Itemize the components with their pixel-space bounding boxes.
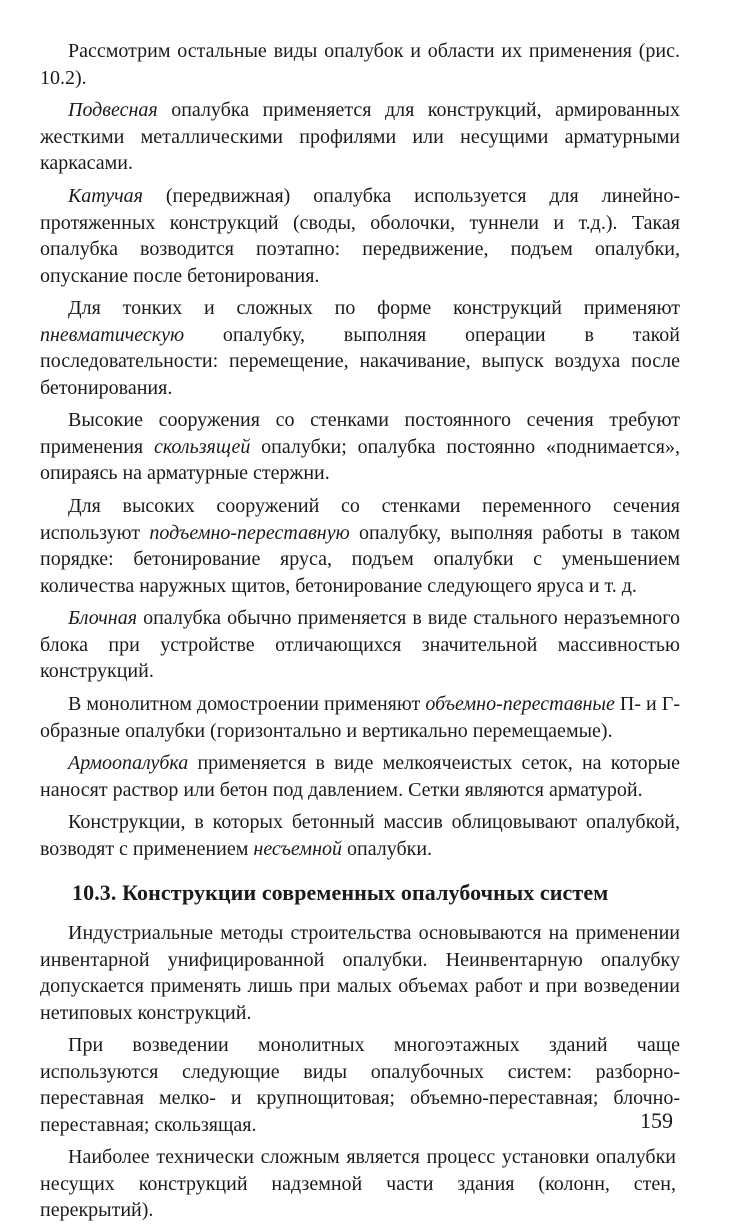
- paragraph-volumetric-formwork: [40, 691, 680, 744]
- term-italic: несъемной: [253, 837, 342, 860]
- text-segment: опалубку, выполняя операции в такой последовательности: перемещение, накачивание, выпуск воздуха после бетонирования.: [40, 323, 680, 399]
- term-italic: Блочная: [68, 607, 138, 629]
- paragraph-sliding-formwork: [40, 407, 680, 487]
- text-segment: опалубку, выполняя работы в таком порядке: бетонирование яруса, подъем опалубки с уменьшением количества наружных щитов, бетонирование следующего яруса и т. д.: [40, 521, 680, 597]
- term-italic: Подвесная: [68, 99, 158, 121]
- text-segment: опалубка применяется для конструкций, армированных жесткими металлическими профилями или несущими арматурными каркасами.: [40, 99, 680, 174]
- paragraph-pneumatic-formwork: [40, 295, 680, 401]
- text-segment: Для высоких сооружений со стенками переменного сечения используют: [40, 495, 680, 544]
- paragraph-formwork-systems: [40, 1032, 680, 1138]
- term-italic: объемно-переставные: [425, 693, 615, 715]
- term-italic: Армоопалубка: [68, 752, 189, 774]
- paragraph-permanent-formwork: [40, 809, 680, 862]
- text-segment: применяется в виде мелкоячеистых сеток, на которые наносят раствор или бетон под давлением. Сетки являются арматурой.: [40, 752, 680, 801]
- text-segment: П- и Г-образные опалубки (горизонтально и вертикально перемещаемые).: [40, 693, 681, 742]
- paragraph-suspended-formwork: [40, 97, 680, 177]
- term-italic: подъемно-переставную: [149, 521, 350, 544]
- paragraph-mesh-formwork: [40, 750, 680, 803]
- text-segment: опалубки.: [341, 837, 433, 860]
- term-italic: пневматическую: [40, 323, 185, 346]
- text-segment: (передвижная) опалубка используется для линейно-протяженных конструкций (своды, оболочки, туннели и т.д.). Такая опалубка возводится поэтапно: передвижение, подъем опалубки, опускание после бетонирования.: [40, 185, 680, 287]
- term-italic: скользящей: [153, 435, 251, 458]
- text-segment: опалубки; опалубка постоянно «поднимается», опираясь на арматурные стержни.: [40, 435, 681, 484]
- section-heading: 10.3. Конструкции современных опалубочных систем: [72, 880, 609, 905]
- paragraph-industrial-methods: [40, 920, 680, 1026]
- paragraph-rolling-formwork: [40, 183, 680, 289]
- text-segment: Индустриальные методы строительства основываются на применении инвентарной унифицированной опалубки. Неинвентарную опалубку допускается применять лишь при малых объемах работ и при возведении нетиповых конструкций.: [40, 922, 680, 1024]
- text-segment: опалубка обычно применяется в виде стального неразъемного блока при устройстве отличающихся значительной массивностью конструкций.: [40, 607, 680, 682]
- paragraph-intro: [40, 38, 680, 91]
- paragraph-block-formwork: [40, 605, 680, 685]
- paragraph-complex-process: [40, 1144, 676, 1224]
- text-segment: Конструкции, в которых бетонный массив облицовывают опалубкой, возводят с применением: [40, 811, 680, 860]
- text-segment: В монолитном домостроении применяют: [68, 693, 426, 715]
- text-segment: Рассмотрим остальные виды опалубок и области их применения (рис. 10.2).: [40, 40, 680, 89]
- text-segment: Для тонких и сложных по форме конструкций применяют: [68, 297, 680, 319]
- text-segment: Наиболее технически сложным является процесс установки опалубки несущих конструкций надземной части здания (колонн, стен, перекрытий).: [40, 1146, 676, 1221]
- text-segment: При возведении монолитных многоэтажных зданий чаще используются следующие виды опалубочных систем: разборно-переставная мелко- и крупнощитовая; объемно-переставная; блочно-переставная; скользящая.: [40, 1034, 680, 1136]
- page-number: 159: [640, 1108, 673, 1133]
- term-italic: Катучая: [68, 185, 143, 207]
- text-segment: Высокие сооружения со стенками постоянного сечения требуют применения: [40, 409, 680, 458]
- paragraph-lift-reset-formwork: [40, 493, 680, 599]
